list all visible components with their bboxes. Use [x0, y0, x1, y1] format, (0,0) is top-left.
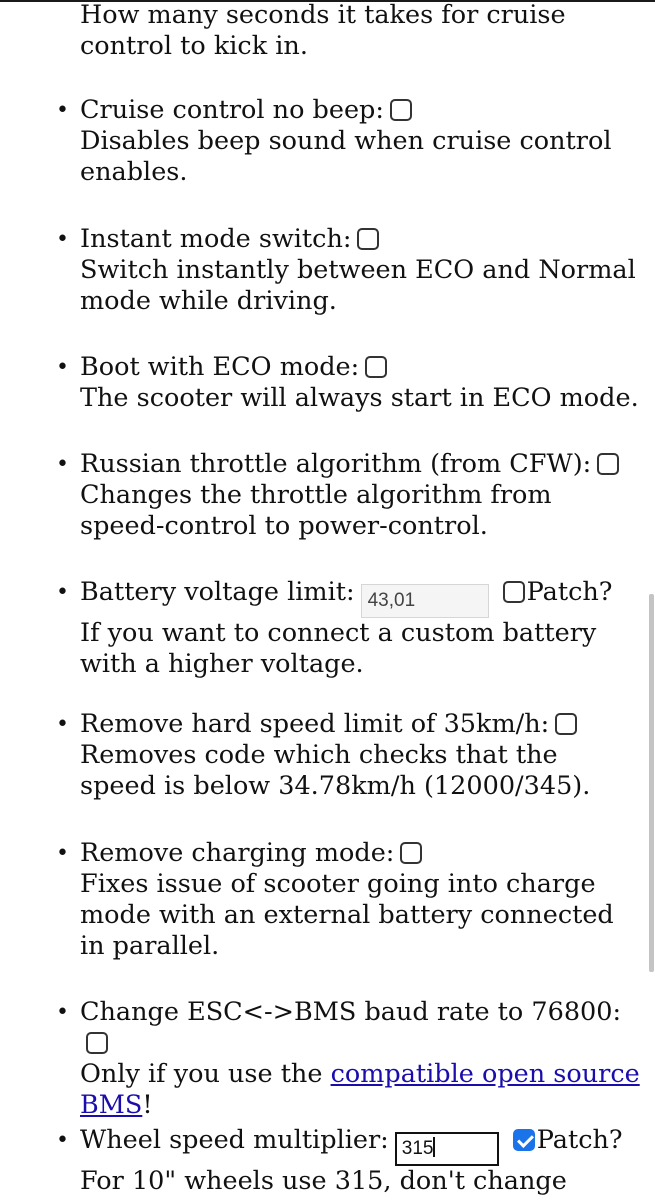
open-source-bms-link[interactable]: compatible open source BMS	[80, 1059, 640, 1120]
option-description: If you want to connect a custom battery with a higher voltage.	[80, 618, 597, 679]
remove-charging-mode-checkbox[interactable]	[400, 842, 422, 864]
scrollbar[interactable]	[649, 594, 654, 972]
patch-label: Patch?	[526, 577, 613, 607]
bullet: •	[56, 712, 69, 737]
bullet: •	[56, 1128, 69, 1153]
option-battery-voltage-limit	[56, 577, 640, 680]
option-label: Remove charging mode:	[80, 838, 395, 868]
option-description: For 10" wheels use 315, don't change	[80, 1166, 567, 1196]
option-description-prefix: Only if you use the	[80, 1059, 331, 1089]
battery-voltage-patch-checkbox[interactable]	[503, 581, 525, 603]
bullet: •	[56, 841, 69, 866]
option-description: Disables beep sound when cruise control enables.	[80, 126, 612, 187]
patch-label: Patch?	[536, 1125, 623, 1155]
option-russian-throttle	[56, 449, 640, 542]
bullet: •	[56, 227, 69, 252]
instant-mode-switch-checkbox[interactable]	[357, 228, 379, 250]
boot-eco-mode-checkbox[interactable]	[365, 356, 387, 378]
option-label: Boot with ECO mode:	[80, 352, 360, 382]
bullet: •	[56, 1000, 69, 1025]
option-label: Instant mode switch:	[80, 224, 352, 254]
wheel-speed-patch-checkbox[interactable]	[513, 1129, 535, 1151]
option-label: Battery voltage limit:	[80, 577, 355, 607]
wheel-speed-input[interactable]	[395, 1132, 499, 1166]
bullet: •	[56, 452, 69, 477]
option-description-suffix: !	[142, 1090, 153, 1120]
text-caret	[433, 1137, 435, 1157]
battery-voltage-input[interactable]: 43,01	[361, 584, 489, 618]
option-description: Fixes issue of scooter going into charge mode with an external battery connected in parallel.	[80, 869, 614, 961]
option-wheel-speed-multiplier	[56, 1125, 655, 1197]
cruise-delay-description: How many seconds it takes for cruise control to kick in.	[80, 0, 566, 61]
bullet: •	[56, 98, 69, 123]
option-remove-charging-mode	[56, 838, 640, 962]
option-instant-mode-switch	[56, 224, 640, 317]
cruise-no-beep-checkbox[interactable]	[390, 99, 412, 121]
option-boot-eco-mode	[56, 352, 640, 414]
option-label: Wheel speed multiplier:	[80, 1125, 389, 1155]
option-cruise-no-beep	[56, 95, 640, 188]
bullet: •	[56, 580, 69, 605]
bullet: •	[56, 355, 69, 380]
option-description: Removes code which checks that the speed is below 34.78km/h (12000/345).	[80, 740, 591, 801]
option-label: Remove hard speed limit of 35km/h:	[80, 709, 550, 739]
option-label: Cruise control no beep:	[80, 95, 384, 125]
option-label: Russian throttle algorithm (from CFW):	[80, 449, 592, 479]
wheel-speed-value: 315	[401, 1138, 434, 1159]
option-remove-speed-limit	[56, 709, 640, 802]
option-description: Changes the throttle algorithm from speed-control to power-control.	[80, 480, 552, 541]
baud-rate-checkbox[interactable]	[86, 1032, 108, 1054]
option-baud-rate	[56, 997, 640, 1121]
option-description: Switch instantly between ECO and Normal mode while driving.	[80, 255, 636, 316]
russian-throttle-checkbox[interactable]	[597, 453, 619, 475]
option-label: Change ESC<->BMS baud rate to 76800:	[80, 997, 622, 1027]
option-description: The scooter will always start in ECO mode.	[80, 383, 639, 413]
remove-speed-limit-checkbox[interactable]	[555, 713, 577, 735]
